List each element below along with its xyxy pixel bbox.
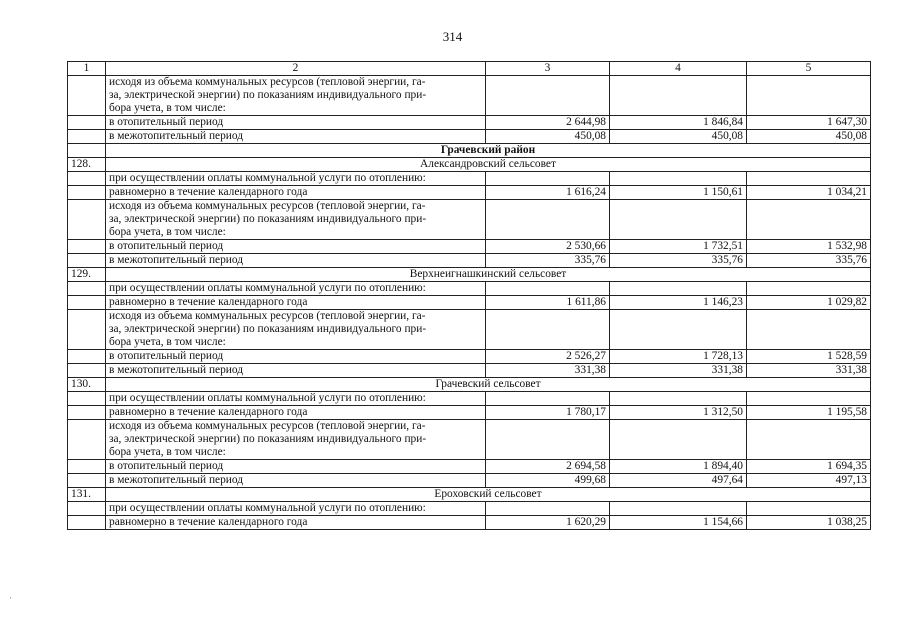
table-row [68,420,871,460]
value-col-3: 450,08 [486,130,610,144]
value-col-4: 1 894,40 [610,460,747,474]
value-col-4 [610,282,747,296]
value-col-3: 1 611,86 [486,296,610,310]
row-label: в межотопительный период [106,254,486,268]
table-row [68,200,871,240]
row-label: при осуществлении оплаты коммунальной услуги по отоплению: [106,282,486,296]
value-col-3: 2 644,98 [486,116,610,130]
table-row [68,392,871,406]
table-row [68,350,871,364]
table-row [68,488,871,502]
row-index-cell [68,200,106,240]
value-col-4: 450,08 [610,130,747,144]
section-name: Ероховский сельсовет [106,488,871,502]
value-col-5: 1 034,21 [747,186,871,200]
value-col-5: 1 647,30 [747,116,871,130]
value-col-5 [747,200,871,240]
table-row [68,144,871,158]
row-index-cell [68,254,106,268]
value-col-3: 1 616,24 [486,186,610,200]
value-col-5 [747,76,871,116]
value-col-5 [747,282,871,296]
value-col-4 [610,392,747,406]
value-col-5 [747,310,871,350]
value-col-4 [610,172,747,186]
value-col-5: 1 532,98 [747,240,871,254]
value-col-4: 1 150,61 [610,186,747,200]
column-header-3: 3 [486,62,610,76]
table-row [68,282,871,296]
table-row [68,116,871,130]
row-label: в отопительный период [106,116,486,130]
tariff-table [67,61,871,530]
row-index-cell [68,474,106,488]
row-label: равномерно в течение календарного года [106,296,486,310]
row-label: в межотопительный период [106,474,486,488]
value-col-5 [747,172,871,186]
value-col-3 [486,310,610,350]
table-row [68,296,871,310]
value-col-3 [486,172,610,186]
margin-mark: · [9,593,12,603]
row-index-cell [68,76,106,116]
row-index-cell [68,350,106,364]
value-col-4: 1 728,13 [610,350,747,364]
row-index-cell [68,364,106,378]
value-col-5 [747,502,871,516]
row-index-cell [68,144,106,158]
value-col-5 [747,392,871,406]
row-index: 129. [68,268,106,282]
row-index-cell [68,186,106,200]
value-col-5: 335,76 [747,254,871,268]
value-col-4: 1 312,50 [610,406,747,420]
value-col-3: 1 620,29 [486,516,610,530]
row-label: в межотопительный период [106,130,486,144]
row-index-cell [68,310,106,350]
page-number: 314 [442,29,463,44]
row-label: исходя из объема коммунальных ресурсов (тепловой энергии, га- за, электрической энергии) по показаниям индивидуального при- бора учета, в том числе: [106,76,486,116]
value-col-4: 335,76 [610,254,747,268]
value-col-5 [747,420,871,460]
row-index: 128. [68,158,106,172]
value-col-3: 1 780,17 [486,406,610,420]
value-col-3 [486,282,610,296]
row-index-cell [68,282,106,296]
value-col-4: 1 732,51 [610,240,747,254]
row-label: равномерно в течение календарного года [106,186,486,200]
row-label: равномерно в течение календарного года [106,406,486,420]
table-row [68,172,871,186]
value-col-4: 1 146,23 [610,296,747,310]
table-row [68,378,871,392]
row-label: при осуществлении оплаты коммунальной услуги по отоплению: [106,172,486,186]
value-col-4: 1 846,84 [610,116,747,130]
table-row [68,130,871,144]
value-col-3 [486,420,610,460]
table-row [68,240,871,254]
row-index-cell [68,406,106,420]
value-col-3: 331,38 [486,364,610,378]
value-col-3: 499,68 [486,474,610,488]
row-label: при осуществлении оплаты коммунальной услуги по отоплению: [106,392,486,406]
row-label: в отопительный период [106,240,486,254]
header-row [68,62,871,76]
row-index-cell [68,240,106,254]
row-label: исходя из объема коммунальных ресурсов (тепловой энергии, га- за, электрической энергии) по показаниям индивидуального при- бора учета, в том числе: [106,200,486,240]
row-label: в отопительный период [106,350,486,364]
value-col-3: 335,76 [486,254,610,268]
value-col-5: 1 694,35 [747,460,871,474]
table-row [68,310,871,350]
table-row [68,516,871,530]
value-col-4 [610,310,747,350]
section-name: Грачевский сельсовет [106,378,871,392]
value-col-4: 497,64 [610,474,747,488]
value-col-4 [610,200,747,240]
row-index-cell [68,130,106,144]
row-index-cell [68,460,106,474]
table-body [68,62,871,530]
value-col-4 [610,76,747,116]
row-index: 130. [68,378,106,392]
table-row [68,76,871,116]
row-label: при осуществлении оплаты коммунальной услуги по отоплению: [106,502,486,516]
section-name: Верхнеигнашкинский сельсовет [106,268,871,282]
district-name: Грачевский район [106,144,871,158]
value-col-3 [486,392,610,406]
row-index-cell [68,392,106,406]
value-col-5: 331,38 [747,364,871,378]
table-row [68,268,871,282]
table-row [68,502,871,516]
value-col-4: 1 154,66 [610,516,747,530]
row-label: в межотопительный период [106,364,486,378]
value-col-3 [486,200,610,240]
value-col-5: 497,13 [747,474,871,488]
column-header-4: 4 [610,62,747,76]
column-header-5: 5 [747,62,871,76]
value-col-4 [610,420,747,460]
row-label: исходя из объема коммунальных ресурсов (тепловой энергии, га- за, электрической энергии) по показаниям индивидуального при- бора учета, в том числе: [106,310,486,350]
row-index-cell [68,420,106,460]
value-col-4: 331,38 [610,364,747,378]
table-row [68,474,871,488]
row-index-cell [68,516,106,530]
value-col-5: 1 038,25 [747,516,871,530]
column-header-1: 1 [68,62,106,76]
row-index: 131. [68,488,106,502]
value-col-5: 1 195,58 [747,406,871,420]
value-col-3: 2 694,58 [486,460,610,474]
value-col-3: 2 526,27 [486,350,610,364]
value-col-5: 450,08 [747,130,871,144]
row-index-cell [68,172,106,186]
table-row [68,254,871,268]
column-header-2: 2 [106,62,486,76]
table-row [68,406,871,420]
row-label: в отопительный период [106,460,486,474]
row-label: равномерно в течение календарного года [106,516,486,530]
table-row [68,364,871,378]
value-col-5: 1 029,82 [747,296,871,310]
section-name: Александровский сельсовет [106,158,871,172]
row-label: исходя из объема коммунальных ресурсов (тепловой энергии, га- за, электрической энергии) по показаниям индивидуального при- бора учета, в том числе: [106,420,486,460]
value-col-3 [486,76,610,116]
value-col-3: 2 530,66 [486,240,610,254]
value-col-4 [610,502,747,516]
row-index-cell [68,296,106,310]
table-row [68,186,871,200]
row-index-cell [68,116,106,130]
table-row [68,460,871,474]
row-index-cell [68,502,106,516]
value-col-5: 1 528,59 [747,350,871,364]
table-row [68,158,871,172]
value-col-3 [486,502,610,516]
